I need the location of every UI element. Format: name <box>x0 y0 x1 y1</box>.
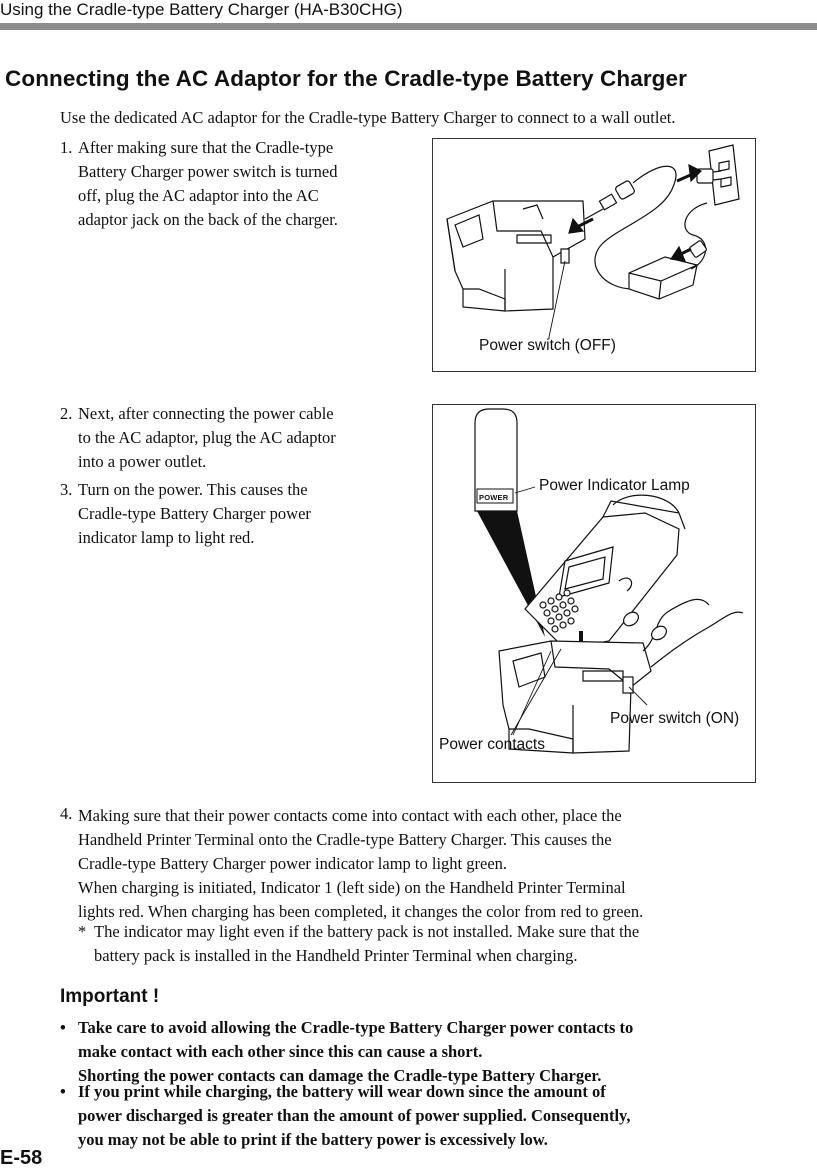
figure-ac-adaptor-connection <box>432 138 756 372</box>
step-line: Cradle-type Battery Charger power <box>78 504 311 523</box>
power-lamp-text: POWER <box>479 493 509 502</box>
bullet-marker: • <box>60 1082 66 1101</box>
header-rule <box>0 23 817 30</box>
step-line: to the AC adaptor, plug the AC adaptor <box>78 428 336 447</box>
figure-terminal-on-charger <box>432 404 756 783</box>
step-line: adaptor jack on the back of the charger. <box>78 210 338 229</box>
page-number: E-58 <box>0 1147 43 1169</box>
step-line: Turn on the power. This causes the <box>78 480 308 499</box>
bullet-marker: • <box>60 1018 66 1037</box>
note-line: When charging is initiated, Indicator 1 (left side) on the Handheld Printer Terminal <box>78 878 626 897</box>
charging-note <box>78 876 643 924</box>
intro-paragraph: Use the dedicated AC adaptor for the Cradle-type Battery Charger to connect to a wall outlet. <box>60 108 676 127</box>
step-1 <box>60 136 400 236</box>
step-line: Battery Charger power switch is turned <box>78 162 338 181</box>
step-line: off, plug the AC adaptor into the AC <box>78 186 319 205</box>
important-item-short-circuit <box>78 1016 633 1088</box>
important-line: you may not be able to print if the battery power is excessively low. <box>78 1130 548 1149</box>
label-power-switch-off: Power switch (OFF) <box>479 337 616 354</box>
step-line: Next, after connecting the power cable <box>78 404 334 423</box>
label-power-switch-on: Power switch (ON) <box>610 710 740 727</box>
important-line: power discharged is greater than the amount of power supplied. Consequently, <box>78 1106 631 1125</box>
important-item-printing-while-charging <box>78 1080 631 1152</box>
note-line: battery pack is installed in the Handheld Printer Terminal when charging. <box>94 946 578 965</box>
asterisk-marker: * <box>78 922 87 941</box>
step-line: Cradle-type Battery Charger power indicator lamp to light green. <box>78 854 508 873</box>
step-line: Handheld Printer Terminal onto the Cradle-type Battery Charger. This causes the <box>78 830 612 849</box>
note-line: lights red. When charging has been completed, it changes the color from red to green. <box>78 902 644 921</box>
step-3 <box>60 478 400 553</box>
step-line: into a power outlet. <box>78 452 207 471</box>
step-body <box>78 136 338 232</box>
section-title: Connecting the AC Adaptor for the Cradle-type Battery Charger <box>5 66 688 91</box>
note-line: The indicator may light even if the battery pack is not installed. Make sure that the <box>94 922 640 941</box>
step-4 <box>78 804 778 876</box>
important-line: make contact with each other since this can cause a short. <box>78 1042 483 1061</box>
step-2 <box>60 402 400 477</box>
label-power-indicator-lamp: Power Indicator Lamp <box>539 477 690 494</box>
step-line: indicator lamp to light red. <box>78 528 255 547</box>
important-line: Take care to avoid allowing the Cradle-type Battery Charger power contacts to <box>78 1018 634 1037</box>
step-body <box>78 478 311 550</box>
important-line: If you print while charging, the battery will wear down since the amount of <box>78 1082 606 1101</box>
step-number: 1. <box>60 138 73 157</box>
step-number: 3. <box>60 480 73 499</box>
step-body <box>78 402 336 474</box>
step-line: After making sure that the Cradle-type <box>78 138 334 157</box>
step-number: 4. <box>60 804 73 823</box>
asterisk-note <box>94 920 639 968</box>
label-power-contacts: Power contacts <box>439 736 545 753</box>
important-line: Shorting the power contacts can damage the Cradle-type Battery Charger. <box>78 1066 602 1085</box>
important-heading: Important ! <box>60 986 160 1007</box>
step-number: 2. <box>60 404 73 423</box>
running-header: Using the Cradle-type Battery Charger (HA-B30CHG) <box>0 0 403 19</box>
step-line: Making sure that their power contacts come into contact with each other, place the <box>78 806 622 825</box>
